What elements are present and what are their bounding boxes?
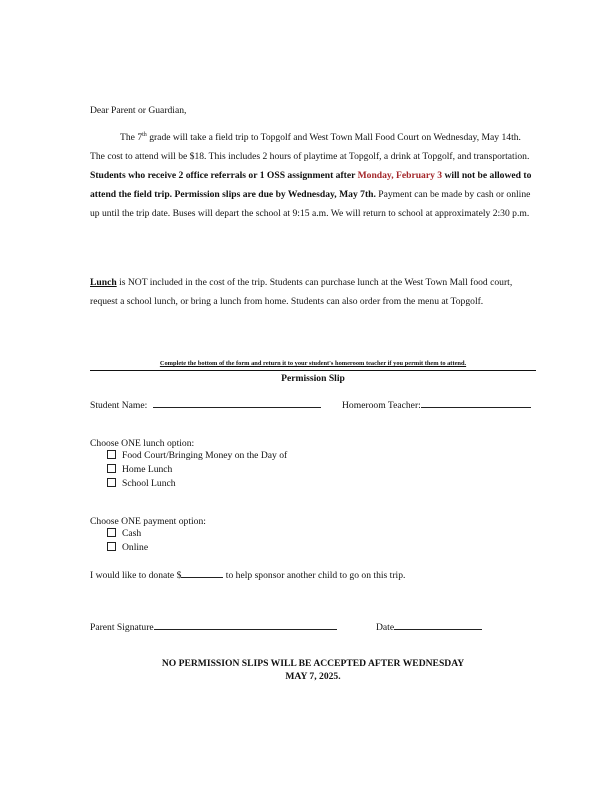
p1-payment-and-schedule: Payment can be made by cash or online up until the trip date. Buses will depart the school at 9:15 a.m. We will return to school at approximately 2:30 p.m. <box>90 189 531 220</box>
p1-cutoff-date: Monday, February 3 <box>357 170 443 182</box>
donation-row <box>90 566 405 585</box>
checkbox-icon[interactable] <box>107 478 116 487</box>
footer-line-2: MAY 7, 2025. <box>285 671 341 682</box>
lunch-option-label: School Lunch <box>122 478 176 489</box>
lunch-heading: Lunch <box>90 277 117 288</box>
payment-option-label: Cash <box>122 528 142 539</box>
lunch-prompt: Choose ONE lunch option: <box>90 438 195 449</box>
date-field[interactable] <box>394 620 482 630</box>
signature-field[interactable] <box>154 620 337 630</box>
p1-ordinal: th <box>142 132 147 138</box>
lunch-option-food-court[interactable] <box>107 450 287 461</box>
footer-notice <box>90 657 536 683</box>
donate-purpose: to help sponsor another child to go on this trip. <box>225 570 406 581</box>
date-row <box>376 618 482 637</box>
cut-line-divider <box>90 370 536 371</box>
checkbox-icon[interactable] <box>107 542 116 551</box>
student-name-label: Student Name: <box>90 400 148 411</box>
lunch-option-school[interactable] <box>107 478 176 489</box>
form-title: Permission Slip <box>281 373 345 384</box>
checkbox-icon[interactable] <box>107 450 116 459</box>
donate-label: I would like to donate $ <box>90 570 182 581</box>
student-name-row <box>90 396 321 415</box>
trip-details-paragraph <box>90 126 535 223</box>
payment-option-label: Online <box>122 542 149 553</box>
p1-intro: The 7 <box>120 132 143 144</box>
lunch-paragraph <box>90 273 535 311</box>
lunch-option-home[interactable] <box>107 464 172 475</box>
payment-prompt: Choose ONE payment option: <box>90 516 206 527</box>
footer-line-1: NO PERMISSION SLIPS WILL BE ACCEPTED AFTER WEDNESDAY <box>161 658 465 669</box>
checkbox-icon[interactable] <box>107 528 116 537</box>
signature-row <box>90 618 337 637</box>
payment-option-cash[interactable] <box>107 528 141 539</box>
date-label: Date <box>376 622 395 633</box>
payment-option-online[interactable] <box>107 542 148 553</box>
lunch-details: is NOT included in the cost of the trip. Students can purchase lunch at the West Town Mall food court, request a school lunch, or bring a lunch from home. Students can also order from the menu at Topgolf. <box>90 277 513 307</box>
p1-deadline: will not be allowed to attend the field trip. Permission slips are due by Wednesday, May 7th. <box>90 170 532 201</box>
lunch-option-label: Home Lunch <box>122 464 173 475</box>
signature-label: Parent Signature <box>90 622 154 633</box>
lunch-option-label: Food Court/Bringing Money on the Day of <box>122 450 288 461</box>
homeroom-field[interactable] <box>421 398 531 408</box>
donate-amount-field[interactable] <box>181 568 223 578</box>
homeroom-label: Homeroom Teacher: <box>342 400 421 411</box>
p1-details: grade will take a field trip to Topgolf and West Town Mall Food Court on Wednesday, May 14th. The cost to attend will be $18. This includes 2 hours of playtime at Topgolf, a drink at Topgolf, and transportation. <box>90 132 530 163</box>
checkbox-icon[interactable] <box>107 464 116 473</box>
student-name-field[interactable] <box>153 398 321 408</box>
p1-referral-warning: Students who receive 2 office referrals or 1 OSS assignment after <box>90 170 358 182</box>
salutation: Dear Parent or Guardian, <box>90 105 187 116</box>
homeroom-row <box>342 396 531 415</box>
form-instruction: Complete the bottom of the form and return it to your student's homeroom teacher if you permit them to attend. <box>159 360 467 367</box>
